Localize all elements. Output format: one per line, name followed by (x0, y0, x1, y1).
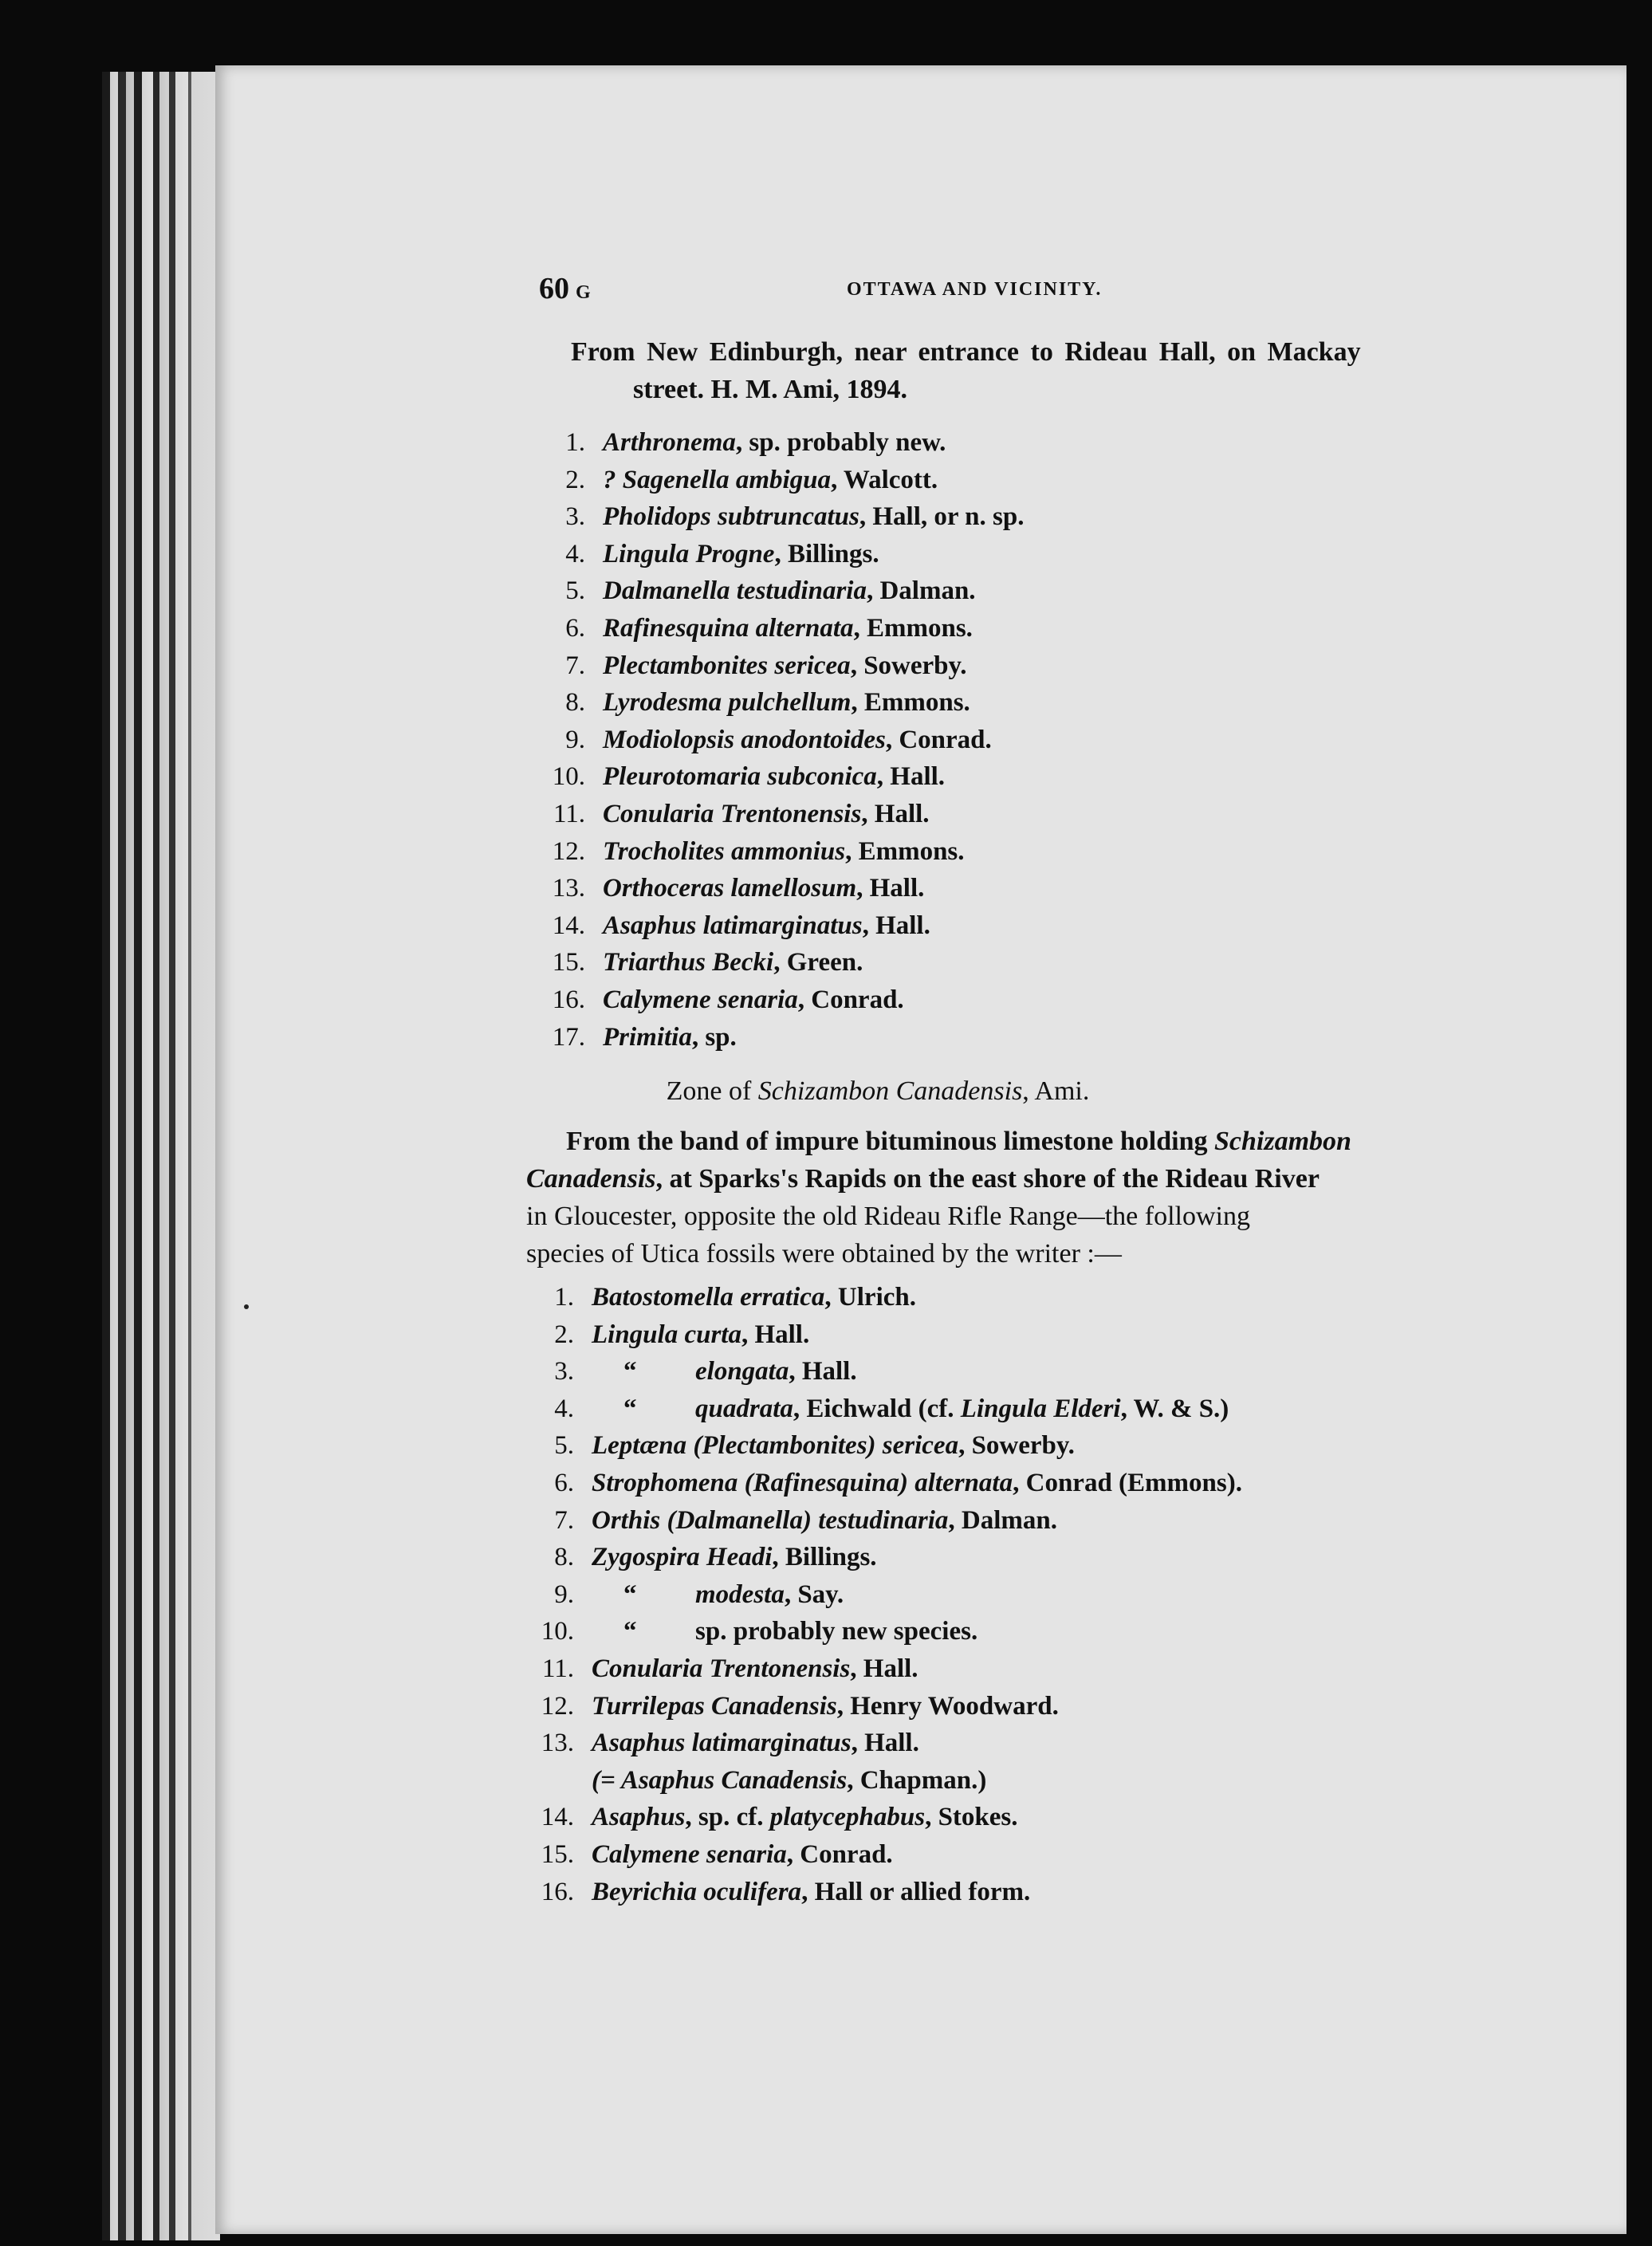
species-name: Strophomena (Rafinesquina) alternata (592, 1468, 1013, 1497)
species-name: Trocholites ammonius (603, 836, 846, 866)
list-item (518, 1353, 1242, 1390)
ditto-mark: “ (623, 1394, 637, 1423)
species-name: Zygospira Headi (592, 1543, 773, 1572)
ditto-mark: “ (623, 1617, 637, 1646)
intro-line-1: From New Edinburgh, near entrance to Rideau Hall, on Mackay (571, 337, 1361, 367)
species-author: , Dalman. (948, 1505, 1057, 1535)
para-line-1-text: From the band of impure bituminous limestone holding (566, 1127, 1214, 1156)
species-author: , Hall. (851, 1729, 919, 1758)
species-author: , Conrad. (797, 985, 904, 1014)
list-item (528, 462, 1024, 499)
item-number: 4. (565, 539, 585, 568)
species-author-secondary: , Stokes. (925, 1803, 1018, 1832)
para-line-1-species: Schizambon (1213, 1127, 1351, 1156)
para-line-3: in Gloucester, opposite the old Rideau Rifle Range—the following (526, 1202, 1250, 1231)
species-name: Conularia Trentonensis (592, 1654, 851, 1683)
item-number: 1. (554, 1283, 574, 1312)
species-name: Modiolopsis anodontoides (603, 725, 886, 754)
species-name: Lyrodesma pulchellum (603, 688, 852, 718)
list-item (528, 1019, 1024, 1056)
ditto-mark: “ (623, 1579, 637, 1609)
item-number: 2. (565, 465, 585, 494)
species-name: modesta (695, 1579, 785, 1609)
item-number: 2. (554, 1320, 574, 1349)
list-item (528, 870, 1024, 907)
item-number: 1. (565, 428, 585, 457)
list-item (528, 758, 1024, 796)
zone-prefix: Zone of (666, 1076, 758, 1106)
species-name: elongata (695, 1357, 789, 1387)
species-name: quadrata (695, 1394, 793, 1423)
list-item (528, 536, 1024, 573)
intro-line-2: street. H. M. Ami, 1894. (633, 375, 908, 404)
list-item (528, 572, 1024, 610)
species-name: Lingula curta (592, 1320, 741, 1349)
fossil-list-1 (528, 424, 1024, 1056)
para-line-2 (526, 1160, 1611, 1198)
list-item (518, 1613, 1242, 1650)
item-number: 9. (554, 1579, 574, 1609)
list-item (528, 647, 1024, 685)
list-item (518, 1427, 1242, 1465)
list-item (528, 907, 1024, 945)
zone-heading (0, 1076, 1652, 1107)
species-author: sp. probably new species. (695, 1617, 978, 1646)
species-name: (= Asaphus Canadensis (592, 1765, 848, 1795)
list-item (528, 796, 1024, 833)
species-name: ? Sagenella ambigua (603, 465, 832, 494)
species-name: Calymene senaria (603, 985, 798, 1014)
species-name: Pholidops subtruncatus (603, 502, 859, 532)
species-name: Triarthus Becki (603, 948, 774, 977)
list-item (528, 833, 1024, 871)
species-author: , Conrad. (885, 725, 992, 754)
species-author: , Say. (784, 1579, 844, 1609)
item-number: 15. (541, 1839, 574, 1869)
list-item (518, 1650, 1242, 1688)
species-name: Asaphus latimarginatus (592, 1729, 852, 1758)
list-item (518, 1874, 1242, 1911)
list-item (518, 1576, 1242, 1614)
species-name: Dalmanella testudinaria (603, 576, 867, 606)
running-head: OTTAWA AND VICINITY. (847, 279, 1103, 300)
species-author: , Ulrich. (824, 1283, 916, 1312)
list-item (518, 1279, 1242, 1316)
list-item (528, 722, 1024, 759)
item-number: 10. (541, 1617, 574, 1646)
item-number: 4. (554, 1394, 574, 1423)
species-author: , Hall. (789, 1357, 857, 1387)
list-item (518, 1316, 1242, 1354)
item-number: 14. (552, 911, 585, 940)
para-line-1 (526, 1123, 1611, 1160)
para-line-2-species: Canadensis (526, 1164, 656, 1194)
fossil-list-2 (518, 1279, 1242, 1910)
item-number: 3. (554, 1357, 574, 1387)
species-name: Batostomella erratica (592, 1283, 825, 1312)
list-item (518, 1465, 1242, 1502)
species-author: , Chapman.) (847, 1765, 987, 1795)
item-number: 15. (552, 948, 585, 977)
item-number: 13. (541, 1729, 574, 1758)
speck-mark (244, 1304, 249, 1309)
list-item (528, 944, 1024, 981)
item-number: 5. (565, 576, 585, 606)
species-author: , Walcott. (831, 465, 938, 494)
species-name: Pleurotomaria subconica (603, 762, 877, 792)
item-number: 8. (565, 688, 585, 718)
species-author: , Emmons. (851, 688, 970, 718)
species-name-secondary: Lingula Elderi (960, 1394, 1121, 1423)
item-number: 11. (553, 799, 585, 828)
species-name: Asaphus latimarginatus (603, 911, 863, 940)
species-name: Beyrichia oculifera (592, 1877, 802, 1906)
list-item (528, 498, 1024, 536)
species-author: , Sowerby. (958, 1431, 1075, 1461)
species-author: , Emmons. (853, 613, 973, 643)
species-name-secondary: platycephabus (769, 1803, 926, 1832)
species-author: , sp. (691, 1022, 737, 1052)
list-item (528, 424, 1024, 462)
species-author: , Conrad (Emmons). (1013, 1468, 1242, 1497)
page-number (539, 271, 591, 306)
item-number: 5. (554, 1431, 574, 1461)
list-item (528, 610, 1024, 647)
list-item (518, 1390, 1242, 1428)
species-author: , Hall. (741, 1320, 810, 1349)
page-edge (1626, 65, 1652, 2234)
zone-species: Schizambon Canadensis (757, 1076, 1023, 1106)
species-author: , Hall. (856, 874, 925, 903)
species-author: , Sowerby. (850, 651, 967, 680)
item-number: 16. (541, 1877, 574, 1906)
species-author: , Hall. (850, 1654, 918, 1683)
species-author: , Conrad. (786, 1839, 893, 1869)
item-number: 12. (552, 836, 585, 866)
species-author: , Hall. (876, 762, 946, 792)
species-name: Asaphus (592, 1803, 686, 1832)
species-author: , sp. cf. (685, 1803, 770, 1832)
item-number: 8. (554, 1543, 574, 1572)
list-item (518, 1799, 1242, 1836)
item-number: 9. (565, 725, 585, 754)
list-item (518, 1502, 1242, 1540)
item-number: 16. (552, 985, 585, 1014)
species-name: Arthronema (603, 428, 736, 457)
species-author: , Billings. (772, 1543, 877, 1572)
species-author: , Dalman. (866, 576, 976, 606)
species-author: , Hall. (862, 911, 930, 940)
species-author: , Green. (773, 948, 863, 977)
item-number: 6. (554, 1468, 574, 1497)
ditto-mark: “ (623, 1357, 637, 1387)
item-number: 14. (541, 1803, 574, 1832)
list-item (518, 1539, 1242, 1576)
species-author: , Eichwald (cf. (793, 1394, 961, 1423)
species-author: , Henry Woodward. (836, 1691, 1059, 1721)
page-number-suffix: G (576, 282, 591, 303)
species-author: , Billings. (774, 539, 879, 568)
species-author: , Hall or allied form. (801, 1877, 1031, 1906)
species-name: Turrilepas Canadensis (592, 1691, 837, 1721)
book-binding (102, 72, 220, 2240)
item-number: 7. (554, 1505, 574, 1535)
list-item (528, 981, 1024, 1019)
item-number: 7. (565, 651, 585, 680)
list-item (528, 684, 1024, 722)
list-item (518, 1836, 1242, 1874)
zone-suffix: , Ami. (1022, 1076, 1090, 1106)
list-item (518, 1725, 1242, 1762)
species-name: Rafinesquina alternata (603, 613, 854, 643)
species-name: Orthoceras lamellosum (603, 874, 857, 903)
section2-paragraph (526, 1123, 1611, 1272)
item-number: 12. (541, 1691, 574, 1721)
item-number: 13. (552, 874, 585, 903)
item-number: 6. (565, 613, 585, 643)
species-author: , Hall. (861, 799, 930, 828)
para-line-4: species of Utica fossils were obtained by the writer :— (526, 1239, 1122, 1269)
species-name: Leptæna (Plectambonites) sericea (592, 1431, 959, 1461)
species-name: Calymene senaria (592, 1839, 787, 1869)
species-name: Plectambonites sericea (603, 651, 851, 680)
list-item (518, 1762, 1242, 1800)
list-item (518, 1688, 1242, 1725)
item-number: 3. (565, 502, 585, 532)
species-name: Primitia (603, 1022, 692, 1052)
item-number: 10. (552, 762, 585, 792)
species-name: Lingula Progne (603, 539, 775, 568)
item-number: 11. (541, 1654, 574, 1683)
page-number-value: 60 (539, 272, 569, 305)
species-author-secondary: , W. & S.) (1120, 1394, 1229, 1423)
species-author: , sp. probably new. (735, 428, 946, 457)
species-name: Conularia Trentonensis (603, 799, 862, 828)
species-name: Orthis (Dalmanella) testudinaria (592, 1505, 949, 1535)
species-author: , Emmons. (845, 836, 965, 866)
para-line-2-text: , at Sparks's Rapids on the east shore of the Rideau River (655, 1164, 1320, 1194)
species-author: , Hall, or n. sp. (859, 502, 1025, 532)
page-header (0, 271, 1652, 311)
item-number: 17. (552, 1022, 585, 1052)
section1-intro (571, 333, 1607, 408)
